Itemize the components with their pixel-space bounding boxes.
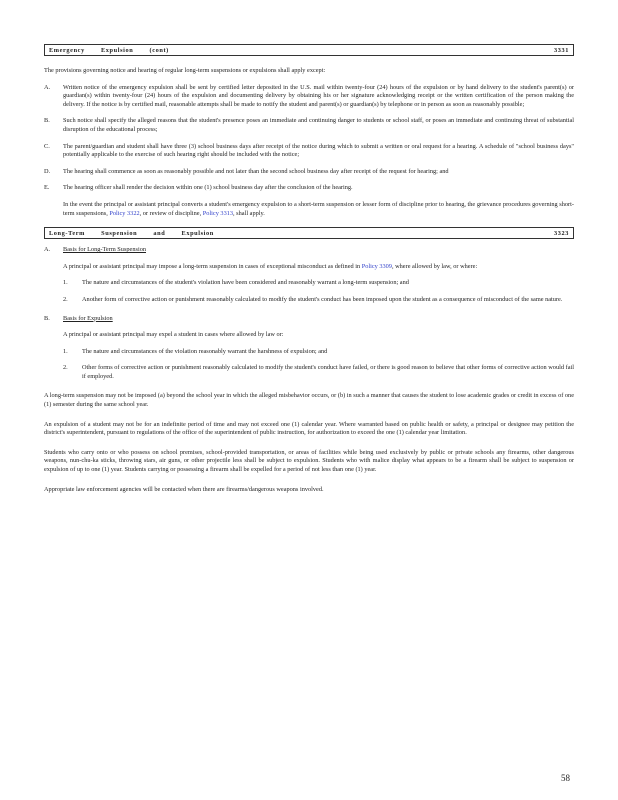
section-title: Long-Term Suspension and Expulsion bbox=[49, 230, 214, 238]
intro-paragraph: The provisions governing notice and hearing of regular long-term suspensions or expulsions shall apply except: bbox=[44, 67, 326, 74]
subsection-heading bbox=[44, 246, 574, 255]
policy-code: 3331 bbox=[554, 47, 569, 54]
list-item bbox=[44, 84, 574, 110]
list-item bbox=[63, 364, 574, 381]
list-text: The parent/guardian and student shall have three (3) school business days after receipt of the notice during which to submit a written or oral request for a hearing. A schedule of "school business days" potentially applicable to the exercise of such hearing right should be included with the notice; bbox=[63, 142, 574, 159]
subsection-title: Basis for Long-Term Suspension bbox=[63, 246, 146, 254]
list-label: 2. bbox=[63, 364, 68, 372]
subsection-paragraph: A principal or assistant principal may expel a student in cases where allowed by law or: bbox=[63, 331, 284, 339]
list-label: A. bbox=[44, 246, 51, 254]
list-item bbox=[63, 296, 574, 305]
closing-text: In the event the principal or assistant principal converts a student's emergency expulsion to a short-term suspension or lesser form of discipline prior to hearing, the grievance procedures governing short-term suspensions, bbox=[63, 200, 574, 217]
body-paragraph: Appropriate law enforcement agencies will be contacted when there are firearms/dangerous weapons involved. bbox=[44, 485, 324, 493]
paragraph-text: , where allowed by law, or where: bbox=[391, 262, 478, 270]
closing-paragraph bbox=[63, 201, 574, 218]
list-text: The hearing shall commence as soon as reasonably possible and not later than the second school business day after receipt of the request for hearing; and bbox=[63, 167, 449, 175]
list-label: 2. bbox=[63, 295, 68, 303]
subsection-title: Basis for Expulsion bbox=[63, 314, 113, 322]
list-item bbox=[63, 348, 574, 357]
list-text: The hearing officer shall render the decision within one (1) school business day after the conclusion of the hearing. bbox=[63, 184, 353, 192]
list-item bbox=[44, 168, 574, 177]
list-text: Another form of corrective action or punishment reasonably calculated to modify the student's conduct has been imposed upon the student as a consequence of misconduct of the same nature. bbox=[82, 295, 563, 303]
body-paragraph: An expulsion of a student may not be for an indefinite period of time and may not exceed one (1) calendar year. Where warranted based on public health or safety, a principal or designee may petition the district's superintendent, pursuant to regulations of the office of the superintendent of public instruction, for authorization to exceed the one (1) calendar year limitation. bbox=[44, 420, 574, 437]
document-page bbox=[44, 44, 574, 494]
list-label: 1. bbox=[63, 279, 68, 287]
body-paragraph: A long-term suspension may not be imposed (a) beyond the school year in which the alleged misbehavior occurs, or (b) in such a manner that causes the student to lose academic grades or credit in excess of one (1) semester during the same school year. bbox=[44, 392, 574, 409]
list-text: The nature and circumstances of the student's violation have been considered and reasonably warrant a long-term suspension; and bbox=[82, 279, 409, 287]
list-label: E. bbox=[44, 184, 50, 192]
section-header-long-term-suspension bbox=[44, 227, 574, 239]
closing-text: , or review of discipline, bbox=[139, 209, 202, 217]
list-item bbox=[44, 184, 574, 193]
section-title: Emergency Expulsion (cont) bbox=[49, 47, 169, 54]
policy-3313-link[interactable]: Policy 3313 bbox=[202, 209, 234, 217]
list-label: B. bbox=[44, 117, 50, 125]
section-header-emergency-expulsion bbox=[44, 44, 574, 56]
list-label: B. bbox=[44, 314, 50, 322]
page-number: 58 bbox=[561, 773, 570, 783]
paragraph-text: A principal or assistant principal may impose a long-term suspension in cases of exceptional misconduct as defined in bbox=[63, 262, 361, 270]
list-text: Such notice shall specify the alleged reasons that the student's presence poses an immediate and continuing danger to students or school staff, or poses an immediate and continuing threat of substantial disruption of the educational process; bbox=[63, 117, 574, 133]
policy-3309-link[interactable]: Policy 3309 bbox=[361, 262, 392, 270]
list-text: Other forms of corrective action or punishment reasonably calculated to modify the student's conduct have failed, or there is good reason to believe that other forms of corrective action would fail if employed. bbox=[82, 364, 574, 380]
closing-text: , shall apply. bbox=[233, 209, 265, 217]
list-label: D. bbox=[44, 167, 51, 175]
list-label: A. bbox=[44, 83, 51, 91]
list-label: C. bbox=[44, 142, 50, 150]
subsection-heading bbox=[44, 315, 574, 324]
list-item bbox=[63, 279, 574, 288]
list-item bbox=[44, 117, 574, 134]
policy-3322-link[interactable]: Policy 3322 bbox=[109, 209, 140, 217]
policy-code: 3323 bbox=[554, 230, 569, 238]
list-label: 1. bbox=[63, 347, 68, 355]
list-text: Written notice of the emergency expulsion shall be sent by certified letter deposited in the U.S. mail within twenty-four (24) hours of the expulsion or by hand delivery to the student's parent(s) or guardian(s) within twenty-four (24) hours of the expulsion and documenting delivery by obtaining his or her signature acknowledging receipt or the written certification of the person making the delivery. If the notice is by certified mail, reasonable attempts shall be made to notify the student and parent(s) or guardian(s) by telephone or in person as soon as reasonably possible; bbox=[63, 83, 574, 108]
subsection-paragraph bbox=[63, 263, 574, 272]
list-item bbox=[44, 143, 574, 160]
list-text: The nature and circumstances of the violation reasonably warrant the harshness of expulsion; and bbox=[82, 347, 328, 355]
body-paragraph: Students who carry onto or who possess on school premises, school-provided transportation, or areas of facilities while being used exclusively by public or private schools any firearms, other dangerous weapons, nun-chu-ka sticks, throwing stars, air guns, or other projectile less shall be subject to expulsion. Students who with malice display what appears to be a firearm shall be subject to suspension or expulsion of up to one (1) year. Students carrying or possessing a firearm shall be expelled for a period of not less than one (1) year. bbox=[44, 448, 574, 474]
